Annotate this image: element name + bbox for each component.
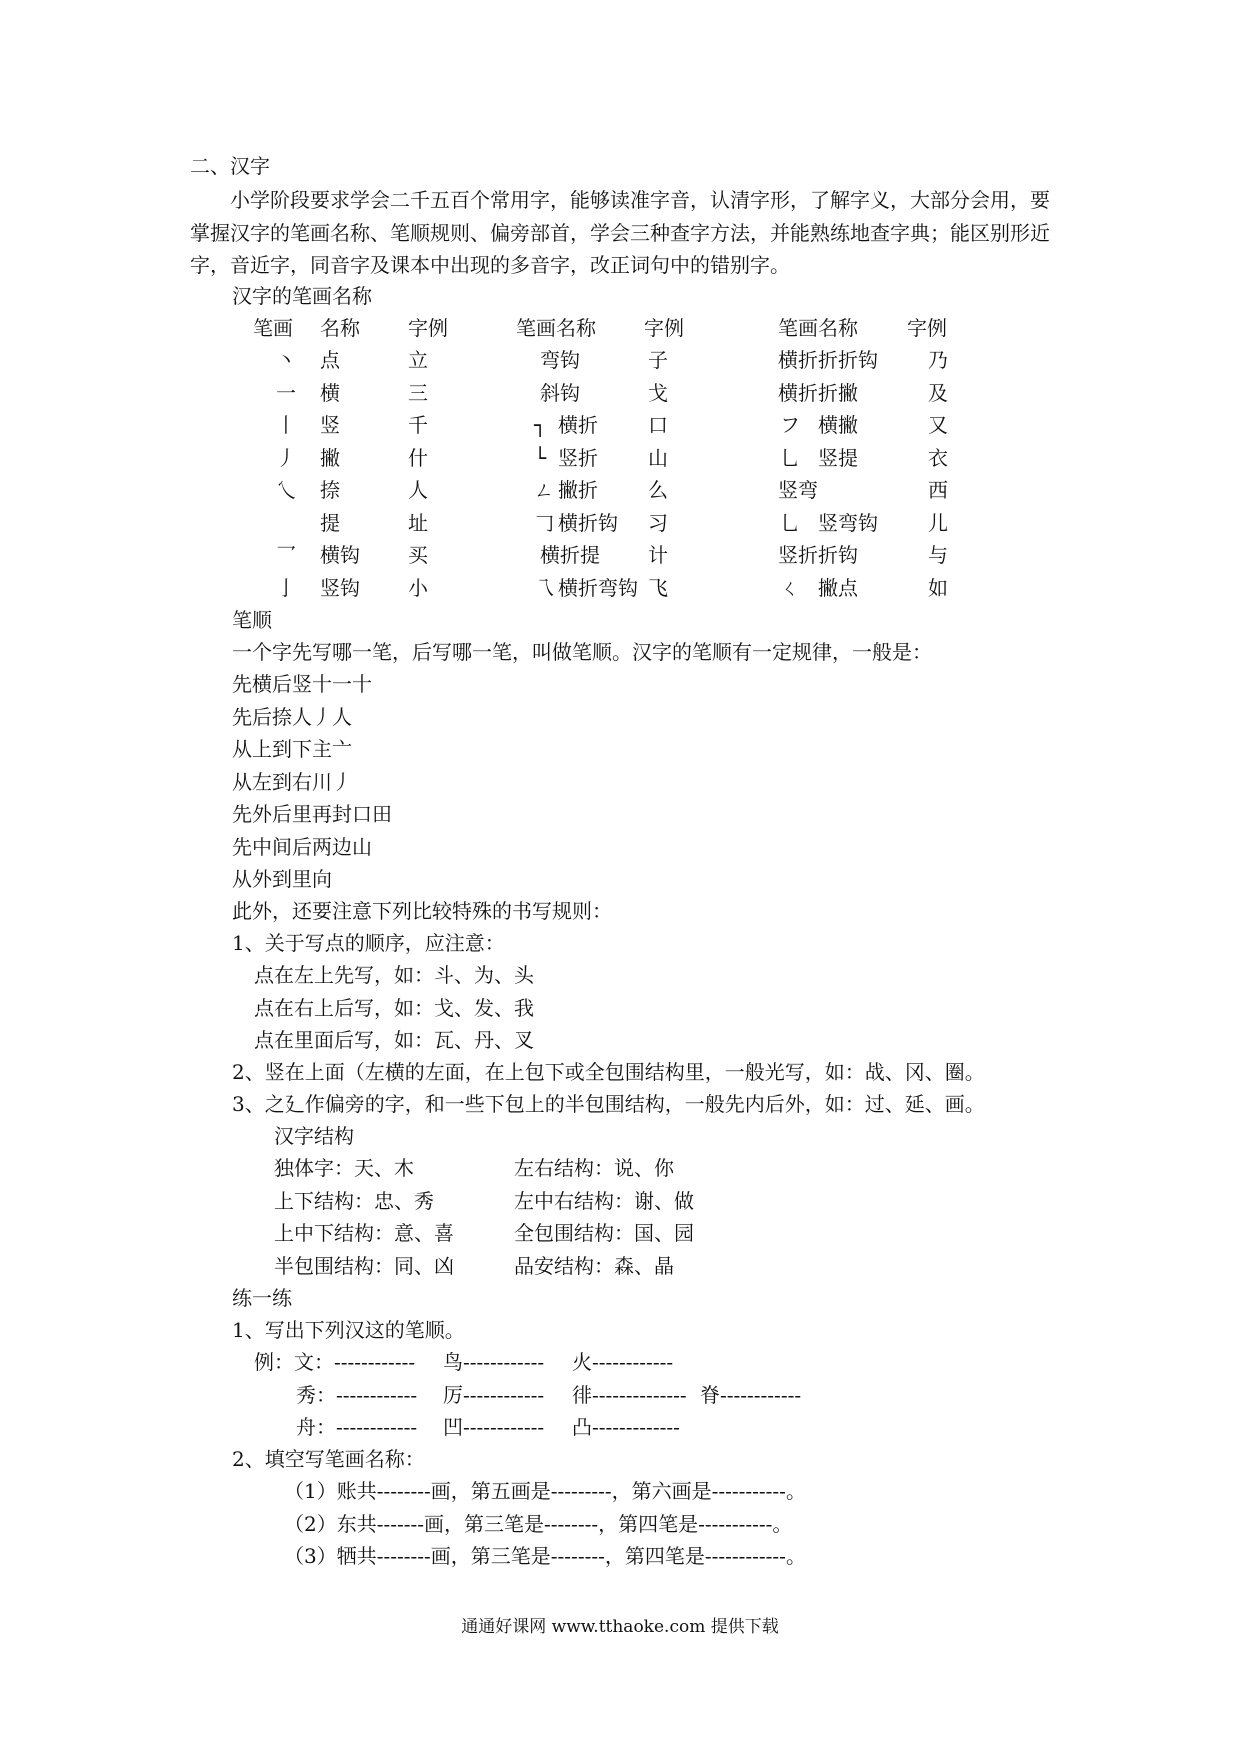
stroke-name: 提	[320, 510, 340, 535]
stroke-glyph: 亅	[276, 575, 296, 600]
stroke-name: 横钩	[320, 543, 360, 567]
stroke-glyph: 乛	[276, 543, 296, 567]
stroke-name-3: 撇点	[818, 575, 858, 600]
practice1-cell: 鸟------------	[443, 1350, 545, 1374]
practice1-cell: 脊------------	[700, 1382, 802, 1407]
rule1-item: 点在里面后写，如：瓦、丹、叉	[254, 1028, 534, 1052]
stroke-name-2: 撇折	[558, 478, 598, 502]
stroke-example-2: 戈	[648, 380, 668, 405]
stroke-glyph-3: 乚	[780, 445, 800, 470]
stroke-name-3: 横撇	[818, 413, 858, 437]
stroke-name-2: 斜钩	[540, 380, 580, 405]
order-rule: 先中间后两边山	[232, 834, 372, 859]
stroke-glyph-2: 乁	[534, 575, 554, 600]
order-heading: 笔顺	[232, 608, 272, 632]
practice1-cell: 凸-------------	[572, 1415, 680, 1439]
header-example-2: 字例	[644, 316, 684, 340]
header-name: 名称	[320, 316, 360, 340]
stroke-name-3: 竖提	[818, 445, 858, 470]
practice2-item: （3）牺共--------画，第三笔是--------，第四笔是------------。	[284, 1544, 806, 1568]
stroke-example: 千	[408, 413, 428, 437]
stroke-example-2: 么	[648, 478, 668, 502]
header-stroke-name-3: 笔画名称	[778, 316, 858, 340]
structure-item: 全包围结构：国、园	[514, 1221, 694, 1245]
stroke-glyph-3: フ	[780, 413, 800, 437]
header-example: 字例	[408, 316, 448, 340]
stroke-table-row	[0, 509, 1240, 537]
stroke-glyph: 丨	[276, 413, 296, 437]
header-stroke-name-2: 笔画名称	[516, 316, 596, 340]
practice1-cell: 例：文：------------	[254, 1350, 416, 1374]
stroke-table-row	[0, 346, 1240, 374]
strokes-heading: 汉字的笔画名称	[232, 284, 372, 308]
order-rule: 从左到右川丿	[232, 769, 352, 794]
stroke-name: 横	[320, 380, 340, 405]
order-rule: 从上到下主亠	[232, 737, 352, 761]
structure-item: 半包围结构：同、凶	[274, 1253, 454, 1278]
stroke-table-row	[0, 541, 1240, 569]
rule2: 2、竖在上面（左横的左面，在上包下或全包围结构里，一般光写，如：战、冈、圈。	[232, 1060, 985, 1084]
rule1-title: 1、关于写点的顺序，应注意：	[232, 931, 505, 955]
stroke-name-2: 横折	[558, 413, 598, 437]
order-rule: 先外后里再封口田	[232, 802, 392, 826]
stroke-name-2: 弯钩	[540, 348, 580, 372]
rule1-item: 点在右上后写，如：戈、发、我	[254, 995, 534, 1020]
stroke-example-3: 西	[928, 478, 948, 502]
structure-heading: 汉字结构	[274, 1124, 354, 1148]
special-intro: 此外，还要注意下列比较特殊的书写规则：	[232, 899, 612, 923]
stroke-example-3: 与	[928, 543, 948, 567]
stroke-example-3: 儿	[928, 510, 948, 535]
stroke-name: 竖钩	[320, 575, 360, 600]
stroke-name-3: 横折折撇	[778, 380, 858, 405]
stroke-example-2: 计	[648, 543, 668, 567]
stroke-glyph: 乀	[276, 478, 296, 502]
stroke-example-2: 山	[648, 445, 668, 470]
stroke-example-3: 衣	[928, 445, 948, 470]
stroke-example: 什	[408, 445, 428, 470]
stroke-table-row	[0, 444, 1240, 472]
practice1-cell: 火------------	[572, 1350, 674, 1374]
stroke-example-2: 习	[648, 510, 668, 535]
stroke-example-2: 子	[648, 348, 668, 372]
structure-item: 独体字：天、木	[274, 1156, 414, 1180]
stroke-glyph: 丿	[276, 445, 296, 470]
stroke-example-2: 口	[648, 413, 668, 437]
rule3: 3、之廴作偏旁的字，和一些下包上的半包围结构，一般先内后外，如：过、延、画。	[232, 1092, 985, 1116]
stroke-table-header	[0, 314, 1240, 342]
stroke-name-3: 横折折折钩	[778, 348, 878, 372]
stroke-example: 立	[408, 348, 428, 372]
order-rule: 从外到里向	[232, 867, 332, 891]
stroke-example: 人	[408, 478, 428, 502]
intro-paragraph: 小学阶段要求学会二千五百个常用字，能够读准字音，认清字形，了解字义，大部分会用，要掌握汉字的笔画名称、笔顺规则、偏旁部首，学会三种查字方法，并能熟练地查字典；能区别形近字，音近字，同音字及课本中出现的多音字，改正词句中的错别字。	[190, 188, 1050, 277]
stroke-example-3: 如	[928, 575, 948, 600]
stroke-glyph: 一	[276, 380, 296, 405]
structure-item: 上下结构：忠、秀	[274, 1188, 434, 1213]
stroke-glyph-2: ㄥ	[534, 478, 554, 502]
stroke-glyph-3: 乚	[780, 510, 800, 535]
practice1-cell: 徘--------------	[572, 1382, 687, 1407]
stroke-name-3: 竖折折钩	[778, 543, 858, 567]
practice1-cell: 舟：------------	[296, 1415, 418, 1439]
practice2-item: （2）东共-------画，第三笔是--------，第四笔是-----------。	[284, 1511, 793, 1536]
stroke-example-3: 又	[928, 413, 948, 437]
order-intro: 一个字先写哪一笔，后写哪一笔，叫做笔顺。汉字的笔顺有一定规律，一般是：	[232, 640, 932, 664]
stroke-table-row	[0, 574, 1240, 602]
stroke-name: 点	[320, 348, 340, 372]
stroke-name-3: 竖弯钩	[818, 510, 878, 535]
order-rule: 先横后竖十一十	[232, 672, 372, 696]
stroke-example-3: 乃	[928, 348, 948, 372]
stroke-glyph-2: 𠃌	[534, 510, 554, 535]
stroke-example: 小	[408, 575, 428, 600]
structure-item: 品安结构：森、晶	[514, 1253, 674, 1278]
stroke-table-row	[0, 476, 1240, 504]
stroke-name: 竖	[320, 413, 340, 437]
order-rule: 先后捺人丿人	[232, 704, 352, 729]
stroke-table-row	[0, 411, 1240, 439]
stroke-example: 买	[408, 543, 428, 567]
practice-heading: 练一练	[232, 1286, 292, 1310]
stroke-name-2: 竖折	[558, 445, 598, 470]
stroke-name-2: 横折提	[540, 543, 600, 567]
stroke-example: 址	[408, 510, 428, 535]
practice2-item: （1）账共--------画，第五画是---------，第六画是-----------。	[284, 1479, 806, 1503]
practice1-cell: 凹------------	[443, 1415, 545, 1439]
practice1-cell: 厉------------	[443, 1382, 545, 1407]
rule1-item: 点在左上先写，如：斗、为、头	[254, 963, 534, 987]
stroke-glyph: 丶	[276, 348, 296, 372]
practice1-cell: 秀：------------	[296, 1382, 418, 1407]
stroke-glyph-2: └	[534, 445, 547, 470]
stroke-name: 捺	[320, 478, 340, 502]
stroke-name-3: 竖弯	[778, 478, 818, 502]
stroke-glyph-3: ㄑ	[780, 575, 800, 600]
header-stroke: 笔画	[253, 316, 293, 340]
practice1-title: 1、写出下列汉这的笔顺。	[232, 1318, 465, 1342]
stroke-example-3: 及	[928, 380, 948, 405]
stroke-name-2: 横折弯钩	[558, 575, 638, 600]
structure-item: 左右结构：说、你	[514, 1156, 674, 1180]
structure-item: 左中右结构：谢、做	[514, 1188, 694, 1213]
stroke-example-2: 飞	[648, 575, 668, 600]
stroke-glyph-2: ┐	[534, 413, 547, 437]
stroke-example: 三	[408, 380, 428, 405]
stroke-name: 撇	[320, 445, 340, 470]
page-footer: 通通好课网 www.tthaoke.com 提供下载	[461, 1617, 779, 1637]
stroke-table-row	[0, 379, 1240, 407]
header-example-3: 字例	[907, 316, 947, 340]
section-title: 二、汉字	[190, 154, 270, 178]
practice2-title: 2、填空写笔画名称：	[232, 1447, 425, 1471]
structure-item: 上中下结构：意、喜	[274, 1221, 454, 1245]
stroke-name-2: 横折钩	[558, 510, 618, 535]
